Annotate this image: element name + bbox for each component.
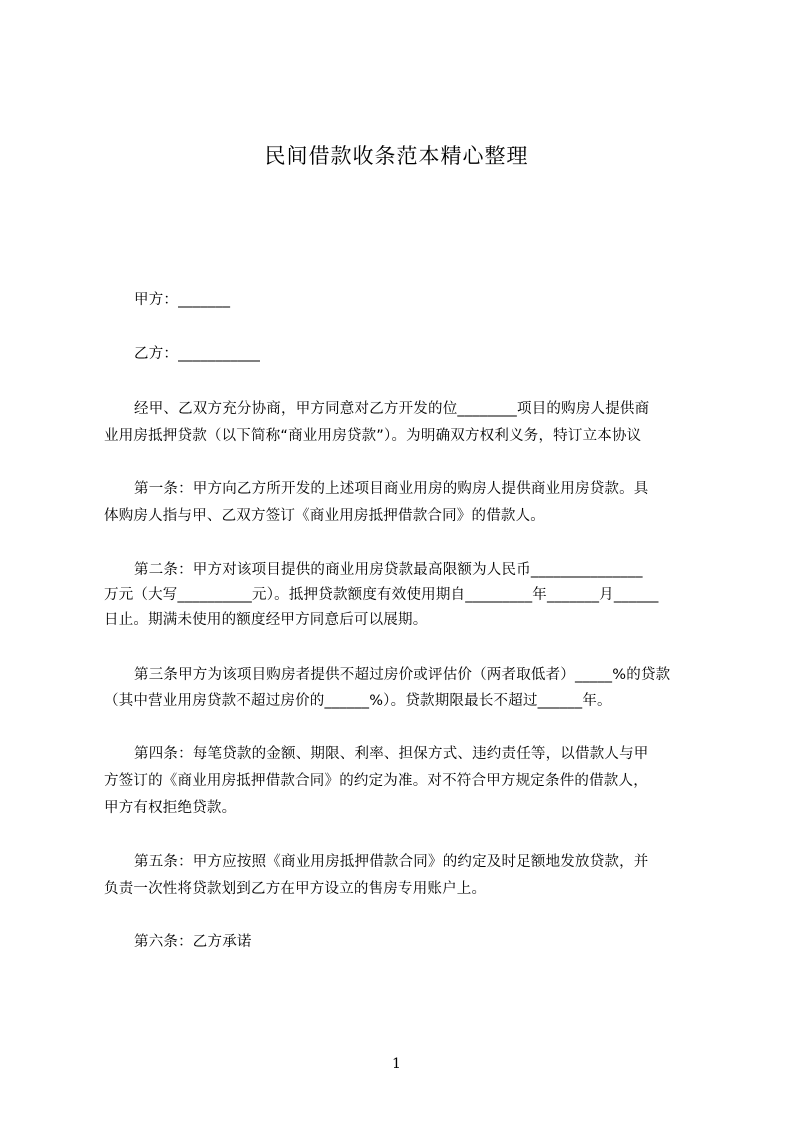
party-b-line: 乙方：___________ — [134, 346, 261, 362]
paragraph-line: 甲方有权拒绝贷款。 — [104, 800, 237, 816]
document-title: 民间借款收条范本精心整理 — [264, 144, 529, 168]
paragraph-line: 第二条：甲方对该项目提供的商业用房贷款最高限额为人民币_______________ — [134, 562, 643, 578]
page-number: 1 — [392, 1056, 401, 1072]
paragraph-line: 方签订的《商业用房抵押借款合同》的约定为准。对不符合甲方规定条件的借款人， — [104, 773, 648, 789]
paragraph-line: 体购房人指与甲、乙双方签订《商业用房抵押借款合同》的借款人。 — [104, 508, 545, 524]
paragraph-line: 第三条甲方为该项目购房者提供不超过房价或评估价（两者取低者）_____%的贷款 — [134, 667, 671, 683]
party-a-line: 甲方：_______ — [134, 292, 231, 308]
paragraph-line: 第一条：甲方向乙方所开发的上述项目商业用房的购房人提供商业用房贷款。具 — [134, 481, 649, 497]
paragraph-line: 第四条：每笔贷款的金额、期限、利率、担保方式、违约责任等，以借款人与甲 — [134, 746, 649, 762]
paragraph-line: 经甲、乙双方充分协商，甲方同意对乙方开发的位________项目的购房人提供商 — [134, 401, 650, 417]
paragraph-line: （其中营业用房贷款不超过房价的______%）。贷款期限最长不超过______年。 — [104, 693, 612, 709]
paragraph-line: 业用房抵押贷款（以下简称“商业用房贷款”）。为明确双方权利义务，特订立本协议 — [104, 428, 642, 444]
paragraph-line: 第六条：乙方承诺 — [134, 934, 252, 950]
paragraph-line: 负责一次性将贷款划到乙方在甲方设立的售房专用账户上。 — [104, 881, 487, 897]
paragraph-line: 日止。期满未使用的额度经甲方同意后可以展期。 — [104, 612, 428, 628]
paragraph-line: 第五条：甲方应按照《商业用房抵押借款合同》的约定及时足额地发放贷款，并 — [134, 854, 649, 870]
paragraph-line: 万元（大写__________元）。抵押贷款额度有效使用期自_________年_______月______ — [104, 587, 659, 603]
